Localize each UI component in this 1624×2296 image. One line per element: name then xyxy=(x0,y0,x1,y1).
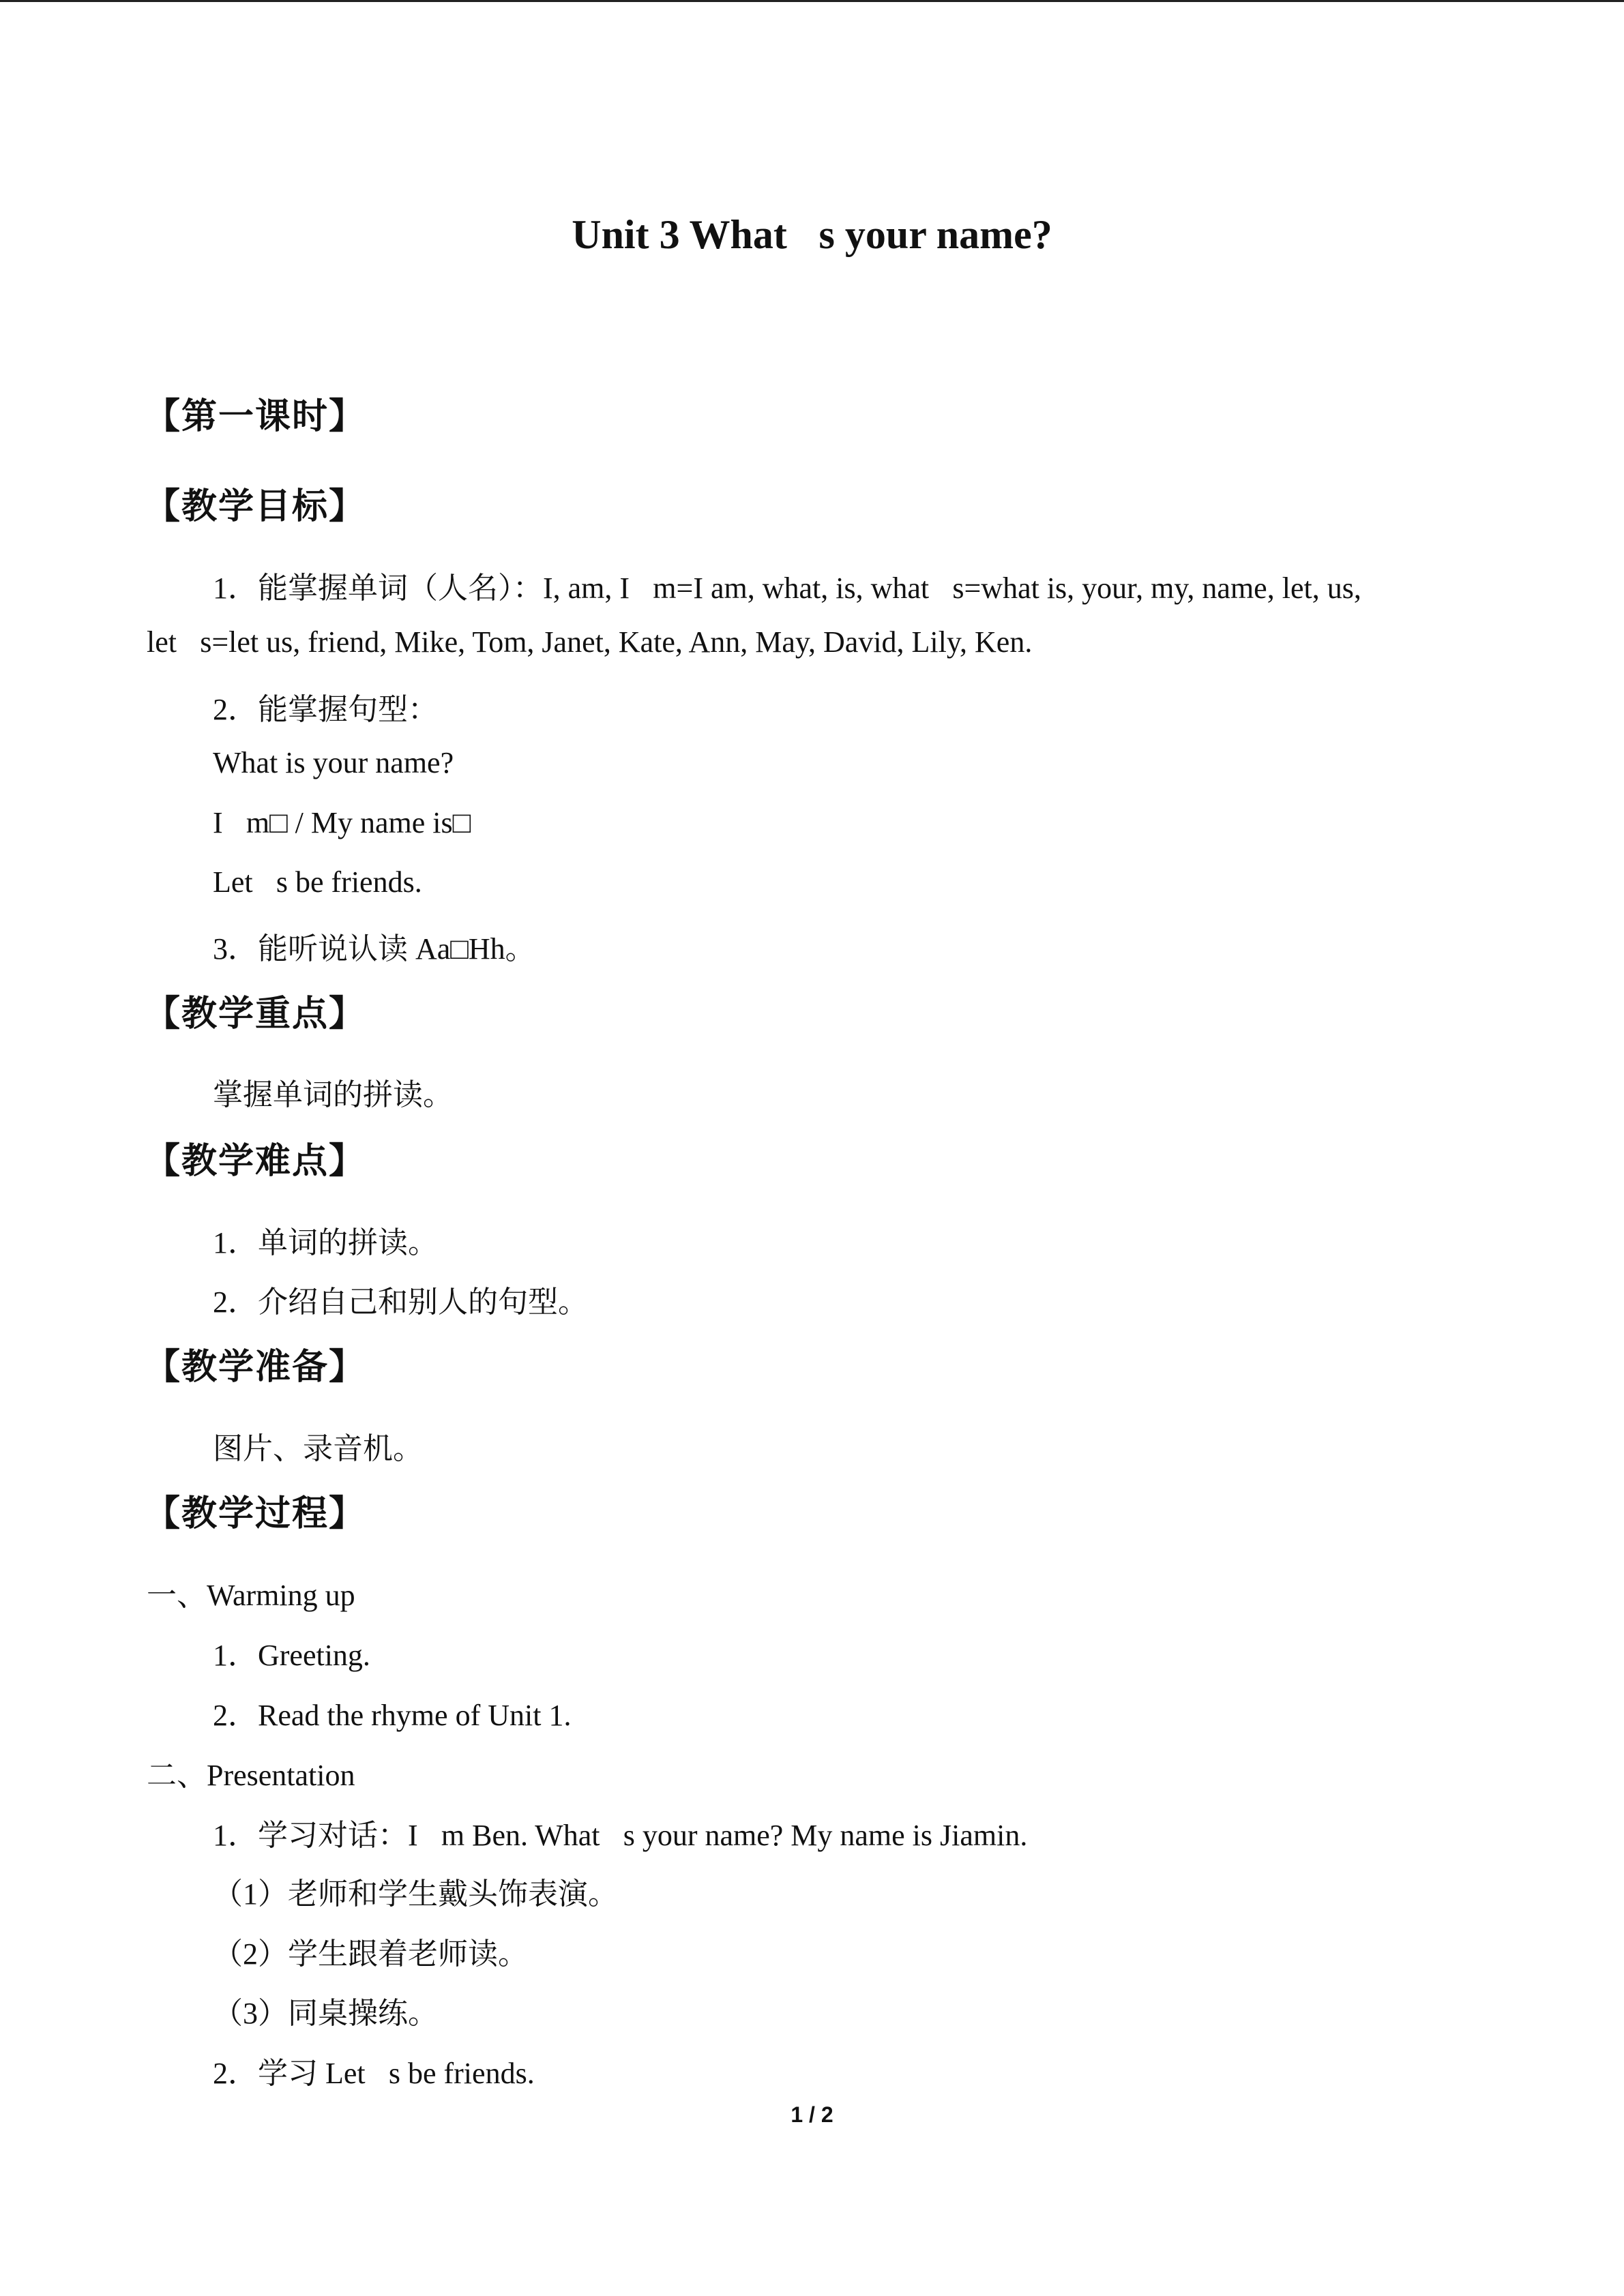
sentence-pattern-1: What is your name? xyxy=(213,746,454,779)
process-part-1-item-1: 1．Greeting. xyxy=(213,1639,370,1672)
difficulty-item-1: 1．单词的拼读。 xyxy=(213,1226,438,1259)
difficulty-item-2: 2．介绍自己和别人的句型。 xyxy=(213,1285,588,1319)
section-heading-preparation: 【教学准备】 xyxy=(145,1347,366,1388)
section-heading-key-points: 【教学重点】 xyxy=(145,994,366,1034)
goal-item-3: 3．能听说认读 Aa□Hh。 xyxy=(213,932,535,966)
process-part-2-item-2: 2．学习 Let s be friends. xyxy=(213,2057,535,2090)
process-part-1: 一、Warming up xyxy=(147,1579,355,1612)
section-heading-process: 【教学过程】 xyxy=(145,1493,366,1534)
process-part-2-sub-1: （1）老师和学生戴头饰表演。 xyxy=(213,1877,618,1911)
goal-item-1-line-2: let s=let us, friend, Mike, Tom, Janet, Kate, Ann, May, David, Lily, Ken. xyxy=(147,625,1033,659)
section-heading-goals: 【教学目标】 xyxy=(145,486,366,527)
process-part-1-item-2: 2．Read the rhyme of Unit 1. xyxy=(213,1699,572,1732)
goal-item-1-line-1: 1．能掌握单词（人名）：I, am, I m=I am, what, is, what s=what is, your, my, name, let, us, xyxy=(213,571,1361,605)
document-title: Unit 3 What s your name? xyxy=(572,212,1052,257)
section-heading-lesson: 【第一课时】 xyxy=(145,396,366,437)
sentence-pattern-3: Let s be friends. xyxy=(213,865,422,899)
section-heading-difficulties: 【教学难点】 xyxy=(145,1141,366,1182)
key-points-text: 掌握单词的拼读。 xyxy=(213,1078,453,1112)
page-number: 1 / 2 xyxy=(791,2102,833,2127)
process-part-2-item-1: 1．学习对话：I m Ben. What s your name? My name is Jiamin. xyxy=(213,1819,1028,1852)
goal-item-2: 2．能掌握句型： xyxy=(213,693,438,726)
process-part-2-sub-3: （3）同桌操练。 xyxy=(213,1997,438,2030)
preparation-text: 图片、录音机。 xyxy=(213,1432,423,1465)
process-part-2: 二、Presentation xyxy=(147,1759,355,1792)
sentence-pattern-2: I m□ / My name is□ xyxy=(213,806,471,839)
process-part-2-sub-2: （2）学生跟着老师读。 xyxy=(213,1937,528,1971)
